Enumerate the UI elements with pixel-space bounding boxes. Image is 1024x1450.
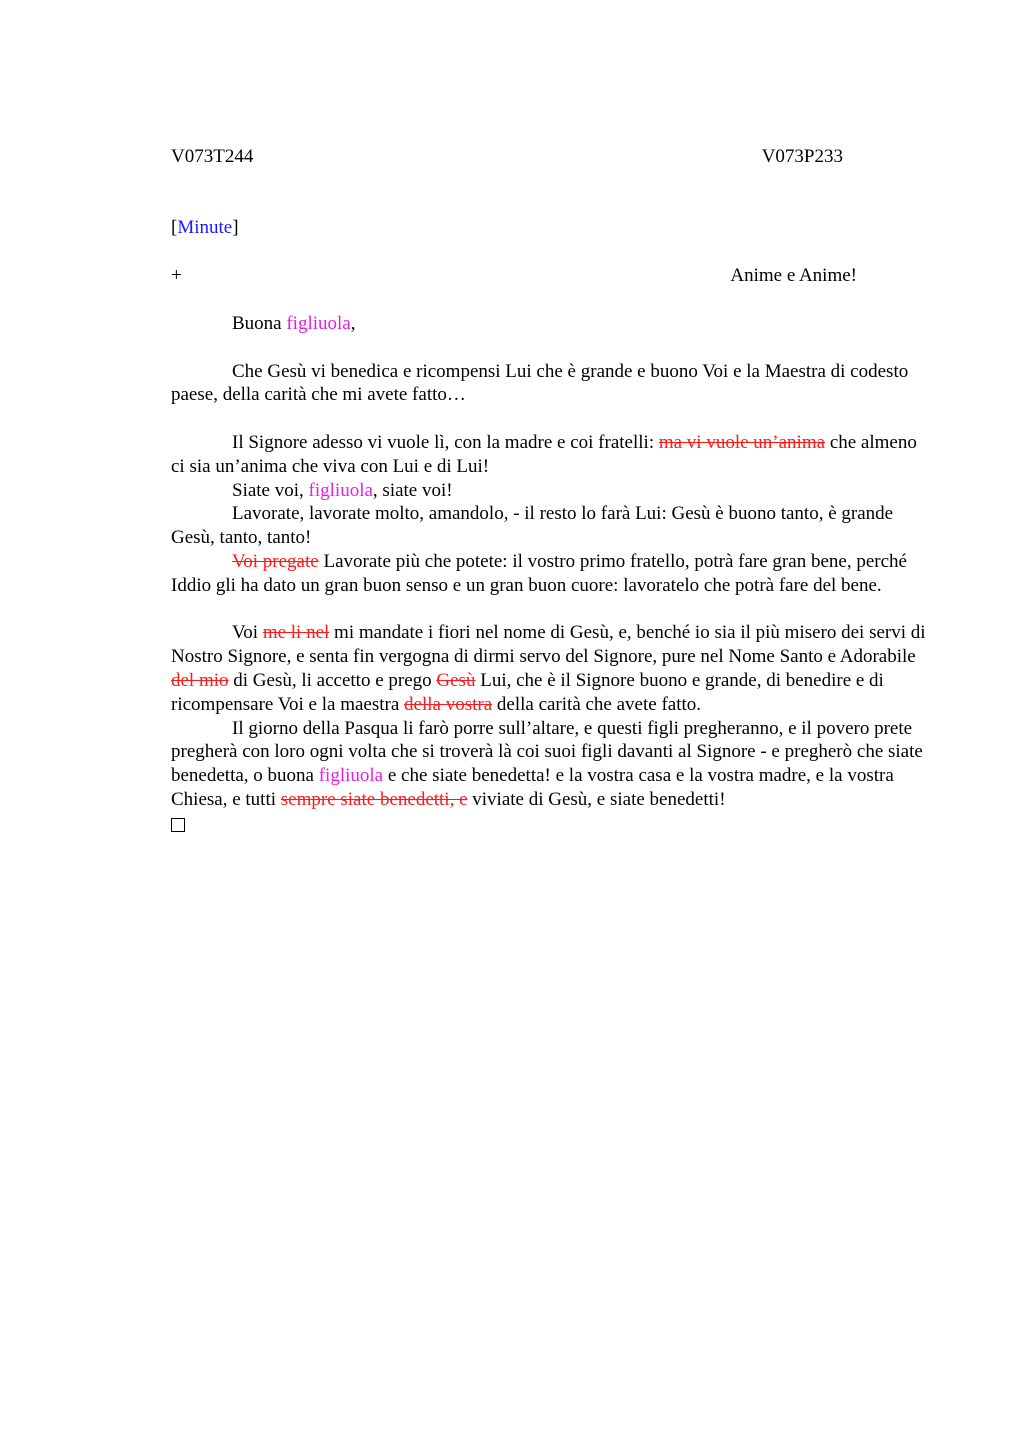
left-id: V073T244 <box>171 146 254 167</box>
bracket-open: [ <box>171 217 178 238</box>
paragraph-6: Voi me li nel mi mandate i fiori nel nome di Gesù, e, benché io sia il più misero dei servi di Nostro Signore, e senta fin vergogna di dirmi servo del Signore, pure nel Nome Santo e Adorabile del mio di Gesù, li accetto e prego Gesù Lui, che è il Signore buono e grande, di benedire e di ricompensare Voi e la maestra della vostra della carità che avete fatto. <box>171 622 926 715</box>
paragraph-4: Lavorate, lavorate molto, amandolo, - il resto lo farà Lui: Gesù è buono tanto, è grande Gesù, tanto, tanto! <box>171 503 894 549</box>
end-mark <box>171 812 927 839</box>
paragraph-5: Voi pregate Lavorate più che potete: il vostro primo fratello, potrà fare gran bene, perché Iddio gli ha dato un gran buon senso e un gran buon cuore: lavoratelo che potrà fare del bene. <box>171 550 907 596</box>
right-id: V073P233 <box>761 146 843 167</box>
paragraph-3: Siate voi, figliuola, siate voi! <box>232 479 453 501</box>
paragraph-2: Il Signore adesso vi vuole lì, con la madre e coi fratelli: ma vi vuole un’anima che almeno ci sia un’anima che viva con Lui e di Lui! <box>171 431 917 477</box>
paragraph-1: Che Gesù vi benedica e ricompensi Lui che è grande e buono Voi e la Maestra di codesto paese, della carità che mi avete fatto… <box>171 360 909 406</box>
minute-label <box>171 217 239 239</box>
letter-body <box>171 312 927 839</box>
square-outline-icon <box>171 818 185 832</box>
salutation: Buona figliuola, <box>232 313 356 334</box>
minute-text: Minute <box>177 217 233 238</box>
bracket-close: ] <box>232 217 239 238</box>
cross-mark: + <box>171 265 182 286</box>
motto: Anime e Anime! <box>730 265 857 286</box>
paragraph-7: Il giorno della Pasqua li farò porre sull’altare, e questi figli pregheranno, e il povero prete pregherà con loro ogni volta che si troverà là coi suoi figli davanti al Signore - e pregherò che siate benedetta, o buona figliuola e che siate benedetta! e la vostra casa e la vostra madre, e la vostra Chiesa, e tutti sempre siate benedetti, e viviate di Gesù, e siate benedetti! <box>171 717 923 810</box>
